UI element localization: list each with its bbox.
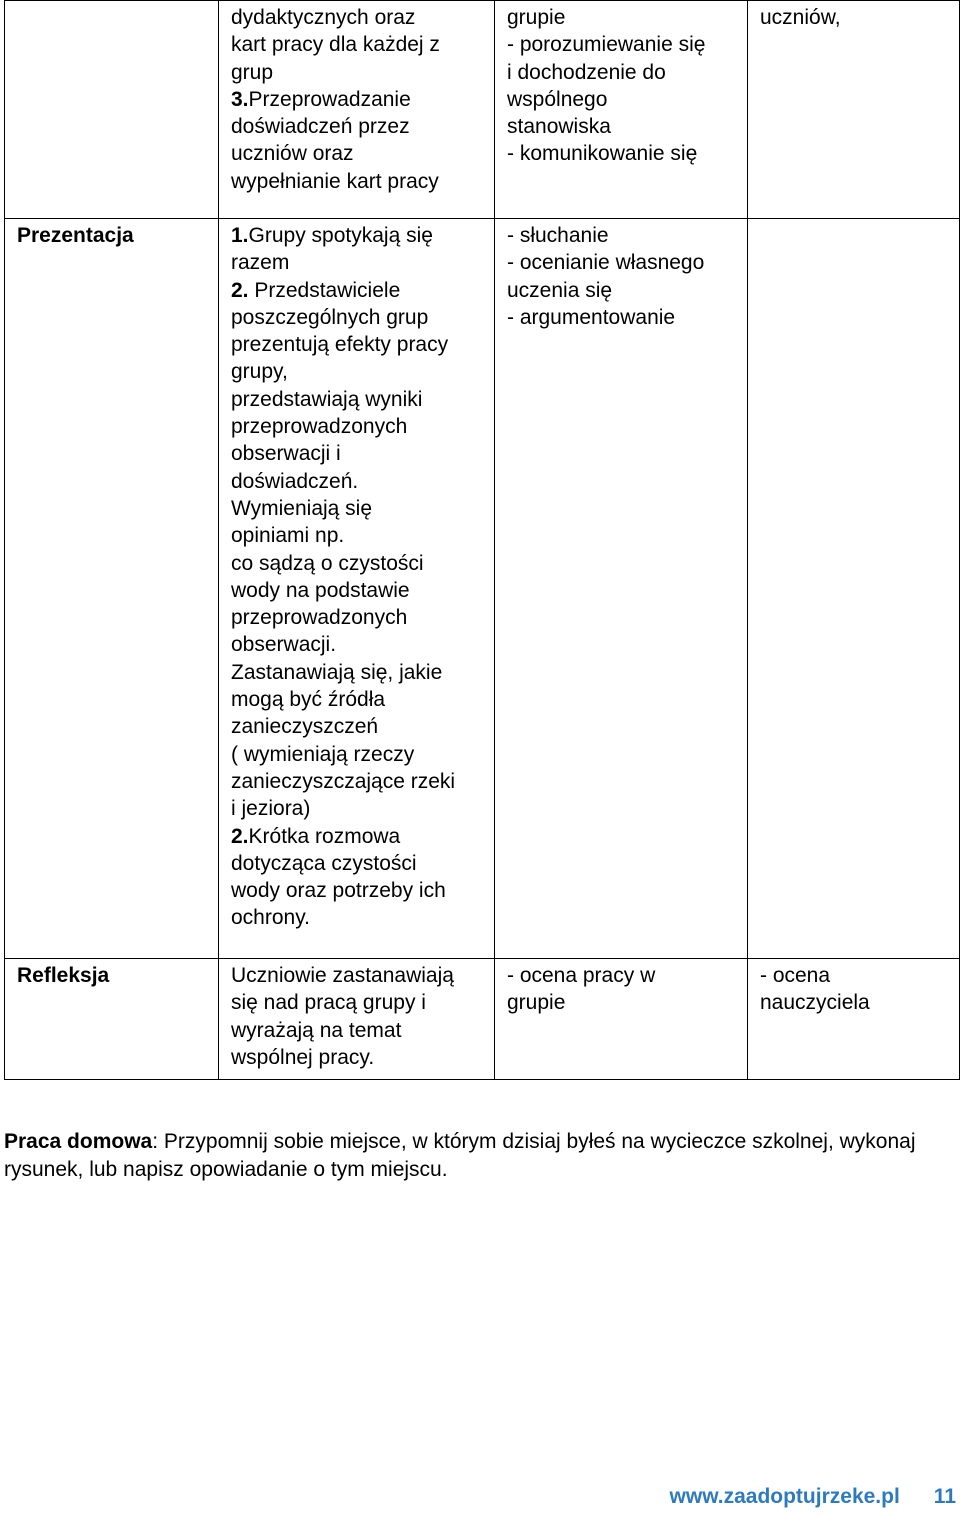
skills-cell xyxy=(495,1,748,219)
activity-line xyxy=(231,877,484,904)
skill-line: i dochodzenie do xyxy=(507,60,666,84)
activity-text: przedstawiają wyniki xyxy=(231,387,423,411)
activity-line xyxy=(231,904,484,931)
activity-line xyxy=(231,249,484,276)
activities-cell xyxy=(219,219,495,959)
step-number: 2. xyxy=(231,278,249,302)
activity-line xyxy=(231,604,484,631)
skill-line: - argumentowanie xyxy=(507,305,676,329)
activity-line xyxy=(231,577,484,604)
evaluation-cell xyxy=(748,219,960,959)
activity-line xyxy=(231,768,484,795)
activity-line xyxy=(231,31,484,58)
step-number: 1. xyxy=(231,224,249,247)
page-footer xyxy=(670,1485,956,1509)
activity-line xyxy=(231,686,484,713)
skill-line: wspólnego xyxy=(507,87,608,111)
activity-line xyxy=(231,168,484,195)
activity-line xyxy=(231,1017,484,1044)
page-number: 11 xyxy=(933,1485,956,1508)
activity-line xyxy=(231,522,484,549)
activity-line xyxy=(231,713,484,740)
activity-line xyxy=(231,140,484,167)
activity-line xyxy=(231,4,484,31)
footer-url: www.zaadoptujrzeke.pl xyxy=(669,1485,900,1508)
activity-line xyxy=(231,495,484,522)
evaluation-line: nauczyciela xyxy=(760,991,870,1015)
activity-text: wody oraz potrzeby ich xyxy=(231,879,446,903)
activity-text: Grupy spotykają się xyxy=(248,224,433,247)
activity-text: Uczniowie zastanawiają xyxy=(231,964,454,987)
skill-line: - ocena pracy w xyxy=(507,964,656,987)
homework-text: : Przypomnij sobie miejsce, w którym dzisiaj byłeś na wycieczce szkolnej, wykonaj rysunek, lub napisz opowiadanie o tym miejscu. xyxy=(4,1130,916,1181)
activity-line xyxy=(231,550,484,577)
activity-line xyxy=(231,1044,484,1071)
table-row xyxy=(5,959,960,1080)
skill-line: - słuchanie xyxy=(507,224,609,247)
activity-text: wypełnianie kart pracy xyxy=(231,169,439,193)
homework-label: Praca domowa xyxy=(4,1130,153,1153)
activity-line xyxy=(231,741,484,768)
skill-line: grupie xyxy=(507,6,566,29)
activity-line xyxy=(231,358,484,385)
evaluation-cell xyxy=(748,1,960,219)
activity-text: mogą być źródła xyxy=(231,688,386,712)
lesson-plan-body xyxy=(5,1,960,1080)
activity-line xyxy=(231,59,484,86)
activity-text: uczniów oraz xyxy=(231,142,354,166)
activity-line xyxy=(231,222,484,249)
activity-text: wody na podstawie xyxy=(231,578,410,602)
skill-line: - ocenianie własnego xyxy=(507,251,705,275)
activity-line xyxy=(231,277,484,304)
activity-text: przeprowadzonych xyxy=(231,415,408,439)
activity-text: się nad pracą grupy i xyxy=(231,991,426,1015)
phase-cell: Prezentacja xyxy=(5,219,219,959)
activity-line xyxy=(231,659,484,686)
activity-text: zanieczyszczeń xyxy=(231,715,379,739)
activity-text: wspólnej pracy. xyxy=(231,1045,375,1069)
step-number: 2. xyxy=(231,824,249,848)
activity-text: zanieczyszczające rzeki xyxy=(231,769,456,793)
activity-text: dotycząca czystości xyxy=(231,851,417,875)
evaluation-line: uczniów, xyxy=(760,6,841,29)
activity-text: Krótka rozmowa xyxy=(248,824,401,848)
activity-line xyxy=(231,113,484,140)
activity-text: grupy, xyxy=(231,360,288,384)
activities-cell xyxy=(219,1,495,219)
activity-text: razem xyxy=(231,251,290,275)
skill-line: - porozumiewanie się xyxy=(507,33,706,57)
skill-line: grupie xyxy=(507,991,566,1015)
evaluation-cell xyxy=(748,959,960,1080)
activity-line xyxy=(231,304,484,331)
phase-cell xyxy=(5,1,219,219)
activity-text: dydaktycznych oraz xyxy=(231,6,416,29)
skill-line: - komunikowanie się xyxy=(507,142,698,166)
phase-cell: Refleksja xyxy=(5,959,219,1080)
skill-line: stanowiska xyxy=(507,115,611,139)
activity-text: doświadczeń przez xyxy=(231,115,410,139)
activity-text: Przedstawiciele xyxy=(248,278,401,302)
lesson-plan-table xyxy=(4,0,960,1080)
activity-text: ochrony. xyxy=(231,906,310,930)
activity-line xyxy=(231,962,484,989)
activity-line xyxy=(231,440,484,467)
activity-line xyxy=(231,86,484,113)
activity-text: Przeprowadzanie xyxy=(248,87,411,111)
activity-line xyxy=(231,413,484,440)
activity-text: Zastanawiają się, jakie xyxy=(231,660,443,684)
activity-text: opiniami np. xyxy=(231,524,345,548)
activity-text: obserwacji. xyxy=(231,633,337,657)
activity-line xyxy=(231,795,484,822)
activity-line xyxy=(231,989,484,1016)
activity-text: poszczególnych grup xyxy=(231,305,429,329)
activity-text: prezentują efekty pracy xyxy=(231,333,449,357)
skills-cell xyxy=(495,959,748,1080)
skill-line: uczenia się xyxy=(507,278,613,302)
activity-line xyxy=(231,850,484,877)
activity-line xyxy=(231,386,484,413)
activity-text: doświadczeń. xyxy=(231,469,359,493)
activity-text: i jeziora) xyxy=(231,797,311,821)
activity-text: grup xyxy=(231,60,274,84)
activity-line xyxy=(231,468,484,495)
table-row xyxy=(5,1,960,219)
activity-text: obserwacji i xyxy=(231,442,341,466)
activity-text: ( wymieniają rzeczy xyxy=(231,742,415,766)
activity-text: kart pracy dla każdej z xyxy=(231,33,440,57)
activities-cell xyxy=(219,959,495,1080)
activity-line xyxy=(231,823,484,850)
activity-text: przeprowadzonych xyxy=(231,606,408,630)
activity-line xyxy=(231,331,484,358)
table-row xyxy=(5,219,960,959)
evaluation-line: - ocena xyxy=(760,964,831,987)
step-number: 3. xyxy=(231,87,249,111)
activity-text: wyrażają na temat xyxy=(231,1018,402,1042)
activity-text: Wymieniają się xyxy=(231,496,373,520)
activity-text: co sądzą o czystości xyxy=(231,551,424,575)
activity-line xyxy=(231,631,484,658)
homework-paragraph xyxy=(4,1128,959,1184)
skills-cell xyxy=(495,219,748,959)
